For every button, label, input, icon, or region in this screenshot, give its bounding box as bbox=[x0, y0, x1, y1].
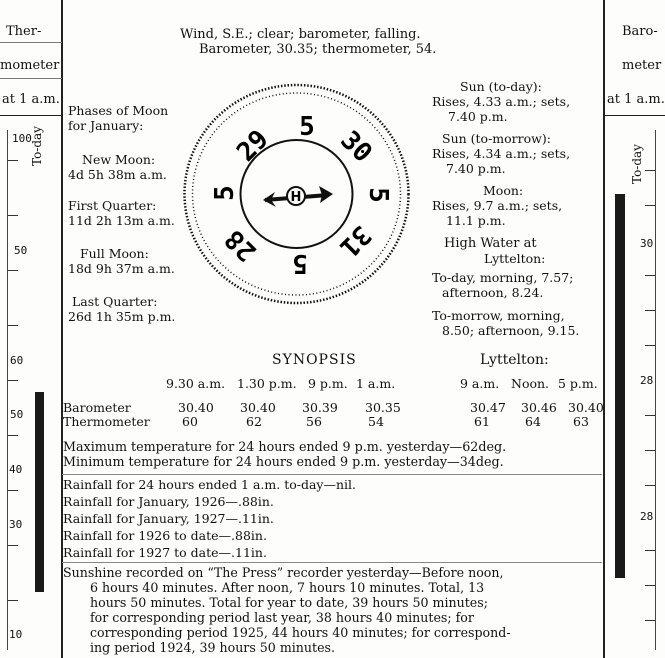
dial-number: 28 bbox=[219, 223, 263, 267]
right-column-rule bbox=[603, 0, 605, 658]
barometer-tick bbox=[645, 450, 655, 451]
synopsis-cell: 54 bbox=[368, 414, 384, 429]
synopsis-time-header: 9.30 a.m. bbox=[166, 376, 226, 391]
barometer-mercury-bar bbox=[615, 194, 625, 578]
tide-line: 8.50; afternoon, 9.15. bbox=[442, 323, 580, 338]
phase-name: Full Moon: bbox=[80, 246, 149, 261]
lyttelton-cell: 30.46 bbox=[521, 400, 557, 415]
thermometer-tick bbox=[8, 160, 18, 161]
wind-dial bbox=[183, 83, 410, 305]
moon-phases-title: Phases of Moon bbox=[68, 103, 169, 118]
sunshine-line: ing period 1924, 39 hours 50 minutes. bbox=[90, 640, 335, 655]
left-mid-divider bbox=[0, 78, 62, 79]
barometer-tick bbox=[645, 310, 655, 311]
barometer-scale-line bbox=[655, 130, 656, 650]
tide-line: High Water at bbox=[444, 236, 537, 251]
lyttelton-cell: 64 bbox=[525, 414, 541, 429]
thermometer-tick-label: 50 bbox=[10, 408, 24, 421]
thermometer-tick bbox=[8, 270, 18, 271]
thermometer-tick bbox=[8, 380, 18, 381]
synopsis-title: SYNOPSIS bbox=[272, 352, 357, 368]
sunshine-rule bbox=[62, 562, 602, 563]
lyttelton-title: Lyttelton: bbox=[480, 352, 549, 368]
lyttelton-cell: 30.47 bbox=[470, 400, 506, 415]
dial-number: 5 bbox=[210, 185, 240, 201]
barometer-tick bbox=[645, 485, 655, 486]
sunshine-line: 6 hours 40 minutes. After noon, 7 hours 10 minutes. Total, 13 bbox=[90, 580, 485, 595]
synopsis-cell: 30.40 bbox=[178, 400, 214, 415]
sunshine-line: for corresponding period last year, 38 hours 40 minutes; for bbox=[90, 610, 474, 625]
left-upper-divider bbox=[0, 42, 62, 43]
right-strip-header-1: Baro- bbox=[622, 24, 658, 39]
left-strip-divider bbox=[0, 115, 62, 116]
min-temperature-line: Minimum temperature for 24 hours ended 9 p.m. yesterday—34deg. bbox=[63, 454, 504, 469]
moon-line: Moon: bbox=[483, 183, 524, 198]
barometer-tick bbox=[645, 170, 655, 171]
rainfall-line: Rainfall for 1926 to date—.88in. bbox=[63, 528, 267, 543]
wind-arrow-icon bbox=[263, 186, 333, 207]
thermometer-tick bbox=[8, 600, 18, 601]
synopsis-row-label: Thermometer bbox=[63, 414, 150, 429]
sun-line: Rises, 4.33 a.m.; sets, bbox=[432, 94, 571, 109]
moon-line: 11.1 p.m. bbox=[446, 213, 506, 228]
dial-number: 5 bbox=[292, 248, 308, 278]
left-strip-header-2: mometer bbox=[0, 58, 60, 73]
tide-line: To-day, morning, 7.57; bbox=[432, 270, 574, 285]
lyttelton-time-header: 9 a.m. bbox=[460, 376, 500, 391]
dial-number: 5 bbox=[363, 187, 393, 203]
thermometer-tick-label: 30 bbox=[9, 518, 23, 531]
barometer-tick bbox=[645, 345, 655, 346]
right-strip-header-3: at 1 a.m. bbox=[607, 92, 665, 107]
lyttelton-time-header: 5 p.m. bbox=[558, 376, 598, 391]
synopsis-cell: 60 bbox=[182, 414, 198, 429]
thermometer-tick-label: 50 bbox=[14, 244, 28, 257]
barometer-tick bbox=[645, 205, 655, 206]
phase-time: 4d 5h 38m a.m. bbox=[68, 167, 167, 182]
synopsis-row-label: Barometer bbox=[63, 400, 131, 415]
synopsis-cell: 62 bbox=[246, 414, 262, 429]
barometer-tick-label: 28 bbox=[640, 374, 654, 387]
synopsis-time-header: 9 p.m. bbox=[308, 376, 348, 391]
lyttelton-cell: 61 bbox=[474, 414, 490, 429]
rainfall-line: Rainfall for 24 hours ended 1 a.m. to-day—nil. bbox=[63, 477, 356, 492]
synopsis-time-header: 1.30 p.m. bbox=[237, 376, 297, 391]
sunshine-line: hours 50 minutes. Total for year to date, 39 hours 50 minutes; bbox=[90, 595, 488, 610]
dial-number: 31 bbox=[333, 219, 377, 263]
tide-line: To-morrow, morning, bbox=[432, 308, 565, 323]
synopsis-cell: 30.40 bbox=[240, 400, 276, 415]
left-strip-header-3: at 1 a.m. bbox=[2, 92, 60, 107]
moon-line: Rises, 9.7 a.m.; sets, bbox=[432, 198, 563, 213]
tide-line: Lyttelton: bbox=[484, 251, 546, 266]
thermometer-tick-label: 40 bbox=[9, 463, 23, 476]
synopsis-cell: 30.39 bbox=[302, 400, 338, 415]
thermometer-tick-label: 10 bbox=[9, 628, 23, 641]
weather-readings-line: Barometer, 30.35; thermometer, 54. bbox=[199, 42, 437, 57]
dial-number: 5 bbox=[299, 112, 315, 142]
thermometer-tick bbox=[8, 215, 18, 216]
sun-line: 7.40 p.m. bbox=[448, 109, 508, 124]
phase-time: 26d 1h 35m p.m. bbox=[68, 309, 176, 324]
weather-summary-line: Wind, S.E.; clear; barometer, falling. bbox=[180, 27, 421, 42]
barometer-tick-label: 28 bbox=[640, 510, 654, 523]
wind-dial-graphic bbox=[183, 83, 410, 305]
lyttelton-cell: 63 bbox=[573, 414, 589, 429]
max-temperature-line: Maximum temperature for 24 hours ended 9 p.m. yesterday—62deg. bbox=[63, 439, 507, 454]
barometer-tick bbox=[645, 620, 655, 621]
dial-number: 30 bbox=[334, 125, 378, 169]
rainfall-line: Rainfall for 1927 to date—.11in. bbox=[63, 545, 267, 560]
sun-line: 7.40 p.m. bbox=[446, 161, 506, 176]
sunshine-line: Sunshine recorded on “The Press” recorder yesterday—Before noon, bbox=[63, 565, 504, 580]
synopsis-cell: 30.35 bbox=[365, 400, 401, 415]
right-strip-header-2: meter bbox=[622, 58, 662, 73]
lyttelton-cell: 30.40 bbox=[568, 400, 604, 415]
barometer-tick-label: 30 bbox=[640, 237, 654, 250]
lyttelton-time-header: Noon. bbox=[511, 376, 550, 391]
thermometer-tick bbox=[8, 435, 18, 436]
dial-center-glyph: H bbox=[290, 190, 302, 205]
right-today-label: To-day bbox=[630, 144, 644, 184]
phase-name: First Quarter: bbox=[68, 198, 157, 213]
left-strip-header-1: Ther- bbox=[6, 24, 42, 39]
thermometer-mercury-bar bbox=[35, 392, 44, 592]
right-strip-divider bbox=[604, 115, 665, 116]
barometer-tick bbox=[645, 275, 655, 276]
synopsis-cell: 56 bbox=[306, 414, 322, 429]
thermometer-tick bbox=[8, 490, 18, 491]
rainfall-line: Rainfall for January, 1926—.88in. bbox=[63, 494, 274, 509]
sunshine-line: corresponding period 1925, 44 hours 40 minutes; for correspond- bbox=[90, 625, 511, 640]
rainfall-rule bbox=[62, 474, 602, 475]
phase-time: 18d 9h 37m a.m. bbox=[68, 261, 175, 276]
barometer-tick bbox=[645, 550, 655, 551]
sun-line: Rises, 4.34 a.m.; sets, bbox=[432, 146, 571, 161]
rainfall-line: Rainfall for January, 1927—.11in. bbox=[63, 511, 274, 526]
phase-name: Last Quarter: bbox=[72, 294, 158, 309]
sun-line: Sun (to-morrow): bbox=[442, 131, 551, 146]
barometer-tick bbox=[645, 415, 655, 416]
phase-name: New Moon: bbox=[82, 152, 156, 167]
dial-number: 29 bbox=[231, 124, 275, 168]
moon-phases-title: for January: bbox=[68, 118, 144, 133]
thermometer-tick-label: 60 bbox=[10, 354, 24, 367]
thermometer-tick-label: 100 bbox=[12, 132, 32, 145]
phase-time: 11d 2h 13m a.m. bbox=[68, 213, 175, 228]
thermometer-tick bbox=[8, 545, 18, 546]
thermometer-scale-line bbox=[7, 130, 8, 650]
synopsis-time-header: 1 a.m. bbox=[356, 376, 396, 391]
tide-line: afternoon, 8.24. bbox=[442, 285, 544, 300]
thermometer-tick bbox=[8, 325, 18, 326]
barometer-tick bbox=[645, 585, 655, 586]
left-today-label: To-day bbox=[30, 126, 44, 166]
sun-line: Sun (to-day): bbox=[460, 79, 542, 94]
